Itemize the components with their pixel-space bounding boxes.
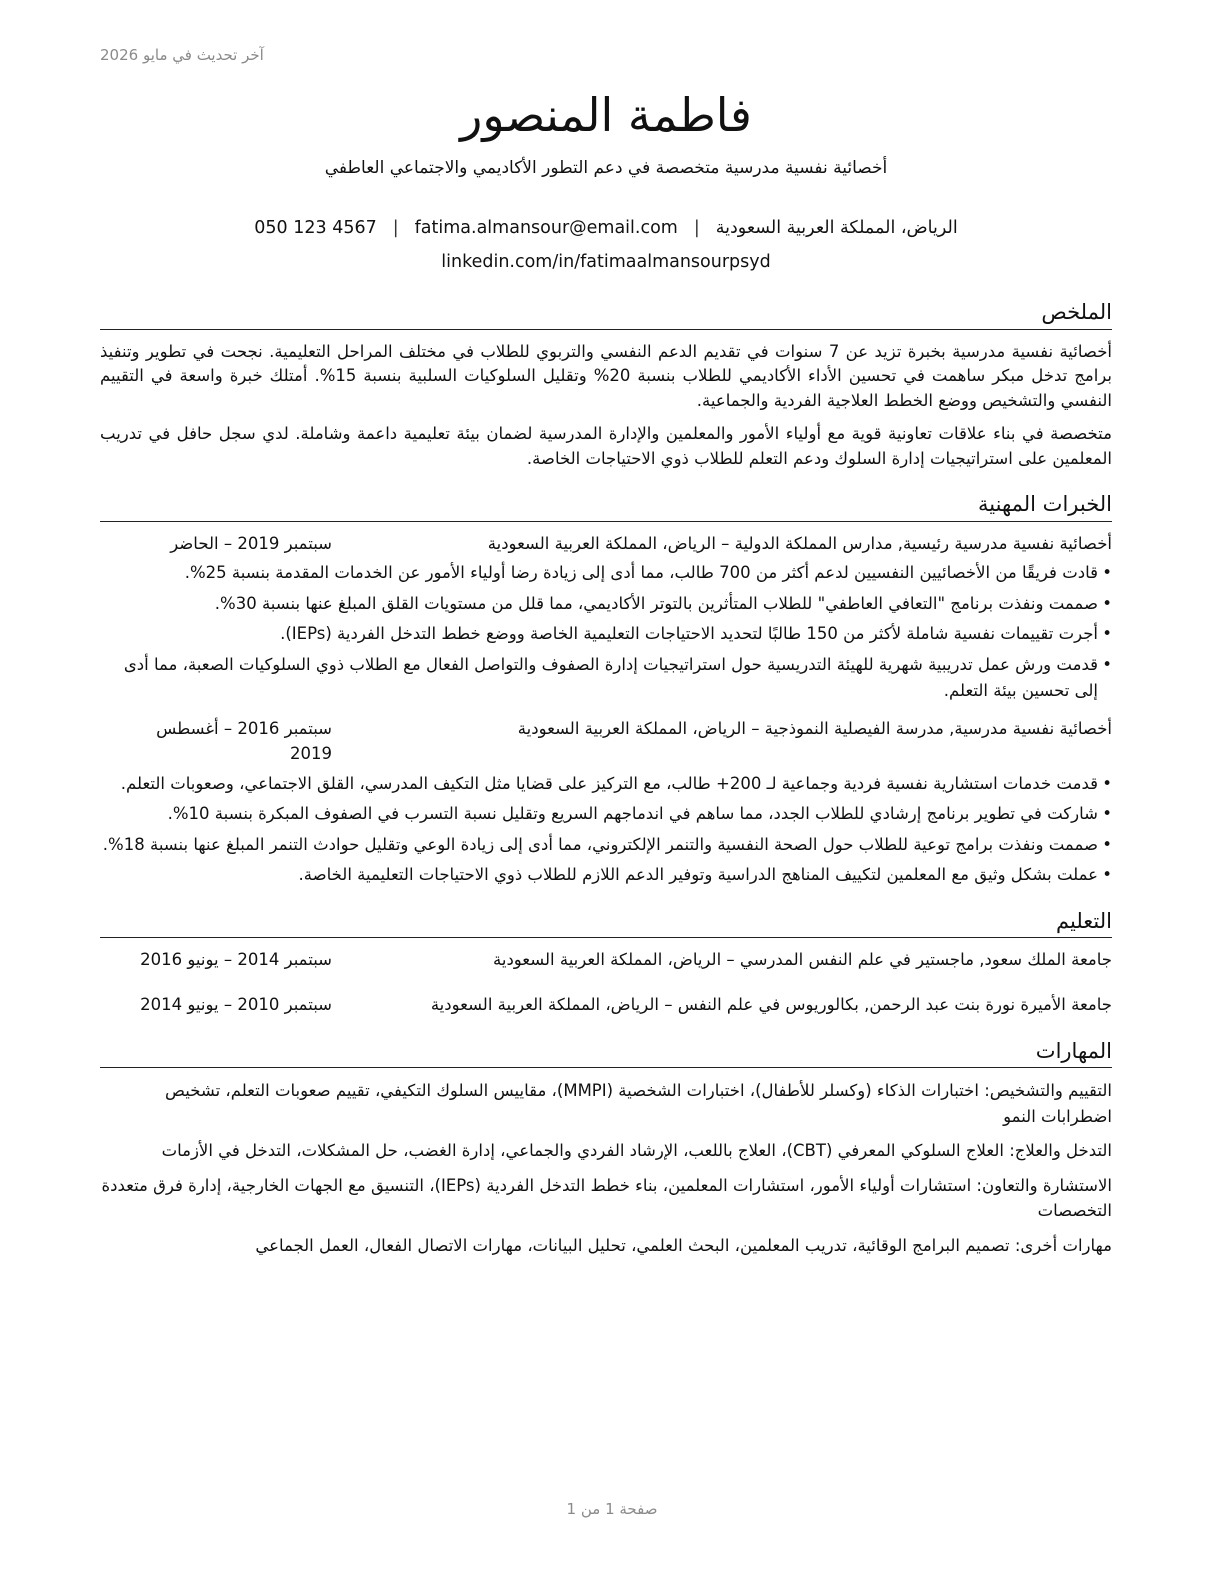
page-number: صفحة 1 من 1 xyxy=(566,1500,658,1518)
job-entry xyxy=(100,717,1112,888)
contact-email[interactable]: fatima.almansour@email.com xyxy=(414,217,678,238)
education-degree: جامعة الملك سعود, ماجستير في علم النفس المدرسي – الرياض، المملكة العربية السعودية xyxy=(493,950,1112,970)
last-updated-note: آخر تحديث في مايو 2026 xyxy=(100,46,264,64)
section-title-experience: الخبرات المهنية xyxy=(100,491,1112,521)
contact-location: الرياض، المملكة العربية السعودية xyxy=(715,217,958,238)
job-dates: سبتمبر 2019 – الحاضر xyxy=(170,533,332,553)
summary-paragraph: أخصائية نفسية مدرسية بخبرة تزيد عن 7 سنوات في تقديم الدعم النفسي والتربوي للطلاب في مختلف المراحل التعليمية. نجحت في تطوير وتنفيذ برامج تدخل مبكر ساهمت في تحسين الأداء الأكاديمي للطلاب بنسبة 20% وتقليل السلوكيات السلبية بنسبة 15%. أمتلك خبرة واسعة في التقييم النفسي والتشخيص ووضع الخطط العلاجية الفردية والجماعية. xyxy=(100,341,1112,411)
job-bullet: • قدمت ورش عمل تدريبية شهرية للهيئة التدريسية حول استراتيجيات إدارة الصفوف والتواصل الفعال مع الطلاب ذوي السلوكيات الصعبة، مما أدى إلى تحسين بيئة التعلم. xyxy=(100,652,1112,703)
candidate-tagline: أخصائية نفسية مدرسية متخصصة في دعم التطور الأكاديمي والاجتماعي العاطفي xyxy=(324,158,888,179)
section-title-education: التعليم xyxy=(100,908,1112,938)
job-header xyxy=(100,717,1112,767)
contact-phone[interactable]: 050 123 4567 xyxy=(254,217,377,238)
job-dates: سبتمبر 2016 – أغسطس 2019 xyxy=(156,719,332,763)
contact-linkedin-row xyxy=(100,245,1112,279)
education-section xyxy=(100,908,1112,1018)
education-degree: جامعة الأميرة نورة بنت عبد الرحمن, بكالوريوس في علم النفس – الرياض، المملكة العربية السعودية xyxy=(430,994,1112,1014)
job-entry xyxy=(100,532,1112,704)
contact-separator: | xyxy=(693,217,700,238)
job-bullet: • صممت ونفذت برنامج "التعافي العاطفي" للطلاب المتأثرين بالتوتر الأكاديمي، مما قلل من مستويات القلق المبلغ عنها بنسبة 30%. xyxy=(100,591,1112,617)
job-bullets xyxy=(100,771,1112,888)
summary-paragraph: متخصصة في بناء علاقات تعاونية قوية مع أولياء الأمور والمعلمين والإدارة المدرسية لضمان بيئة تعليمية داعمة وشاملة. لدي سجل حافل في تدريب المعلمين على استراتيجيات إدارة السلوك ودعم التعلم للطلاب ذوي الاحتياجات الخاصة. xyxy=(100,423,1112,468)
section-title-summary: الملخص xyxy=(100,299,1112,329)
skill-group: الاستشارة والتعاون: استشارات أولياء الأمور، استشارات المعلمين، بناء خطط التدخل الفردية (IEPs)، التنسيق مع الجهات الخارجية، إدارة فرق متعددة التخصصات xyxy=(101,1175,1112,1221)
education-dates: سبتمبر 2010 – يونيو 2014 xyxy=(140,994,332,1014)
contact-info xyxy=(100,211,1112,245)
section-title-skills: المهارات xyxy=(100,1038,1112,1068)
skill-group: مهارات أخرى: تصميم البرامج الوقائية، تدريب المعلمين، البحث العلمي، تحليل البيانات، مهارات الاتصال الفعال، العمل الجماعي xyxy=(255,1235,1112,1255)
candidate-name: فاطمة المنصور xyxy=(460,88,752,142)
experience-section xyxy=(100,491,1112,888)
job-bullet: • عملت بشكل وثيق مع المعلمين لتكييف المناهج الدراسية وتوفير الدعم اللازم للطلاب ذوي الاحتياجات التعليمية الخاصة. xyxy=(100,862,1112,888)
job-bullet: • أجرت تقييمات نفسية شاملة لأكثر من 150 طالبًا لتحديد الاحتياجات التعليمية الخاصة ووضع خطط التدخل الفردية (IEPs). xyxy=(100,621,1112,647)
skills-section xyxy=(100,1038,1112,1259)
job-bullet: • صممت ونفذت برامج توعية للطلاب حول الصحة النفسية والتنمر الإلكتروني، مما أدى إلى زيادة الوعي وتقليل حوادث التنمر المبلغ عنها بنسبة 18%. xyxy=(100,832,1112,858)
skill-group: التقييم والتشخيص: اختبارات الذكاء (وكسلر للأطفال)، اختبارات الشخصية (MMPI)، مقاييس السلوك التكيفي، تقييم صعوبات التعلم، تشخيص اضطرابات النمو xyxy=(165,1080,1112,1126)
job-bullet: • شاركت في تطوير برنامج إرشادي للطلاب الجدد، مما ساهم في اندماجهم السريع وتقليل نسبة التسرب في الصفوف المبكرة بنسبة 10%. xyxy=(100,801,1112,827)
job-bullet: • قادت فريقًا من الأخصائيين النفسيين لدعم أكثر من 700 طالب، مما أدى إلى زيادة رضا أولياء الأمور عن الخدمات المقدمة بنسبة 25%. xyxy=(100,560,1112,586)
education-entry xyxy=(100,948,1112,973)
job-title-company: أخصائية نفسية مدرسية رئيسية, مدارس المملكة الدولية – الرياض، المملكة العربية السعودية xyxy=(487,533,1112,553)
resume-page xyxy=(100,88,1112,1267)
summary-section xyxy=(100,299,1112,471)
skill-group: التدخل والعلاج: العلاج السلوكي المعرفي (CBT)، العلاج باللعب، الإرشاد الفردي والجماعي، إدارة الغضب، حل المشكلات، التدخل في الأزمات xyxy=(161,1141,1112,1161)
education-entry xyxy=(100,993,1112,1018)
job-bullets xyxy=(100,560,1112,703)
job-header xyxy=(100,532,1112,557)
contact-separator: | xyxy=(392,217,399,238)
education-dates: سبتمبر 2014 – يونيو 2016 xyxy=(140,950,332,970)
contact-linkedin[interactable]: linkedin.com/in/fatimaalmansourpsyd xyxy=(441,252,771,273)
job-bullet: • قدمت خدمات استشارية نفسية فردية وجماعية لـ 200+ طالب، مع التركيز على قضايا مثل التكيف المدرسي، القلق الاجتماعي، وصعوبات التعلم. xyxy=(100,771,1112,797)
job-title-company: أخصائية نفسية مدرسية, مدرسة الفيصلية النموذجية – الرياض، المملكة العربية السعودية xyxy=(517,719,1112,739)
